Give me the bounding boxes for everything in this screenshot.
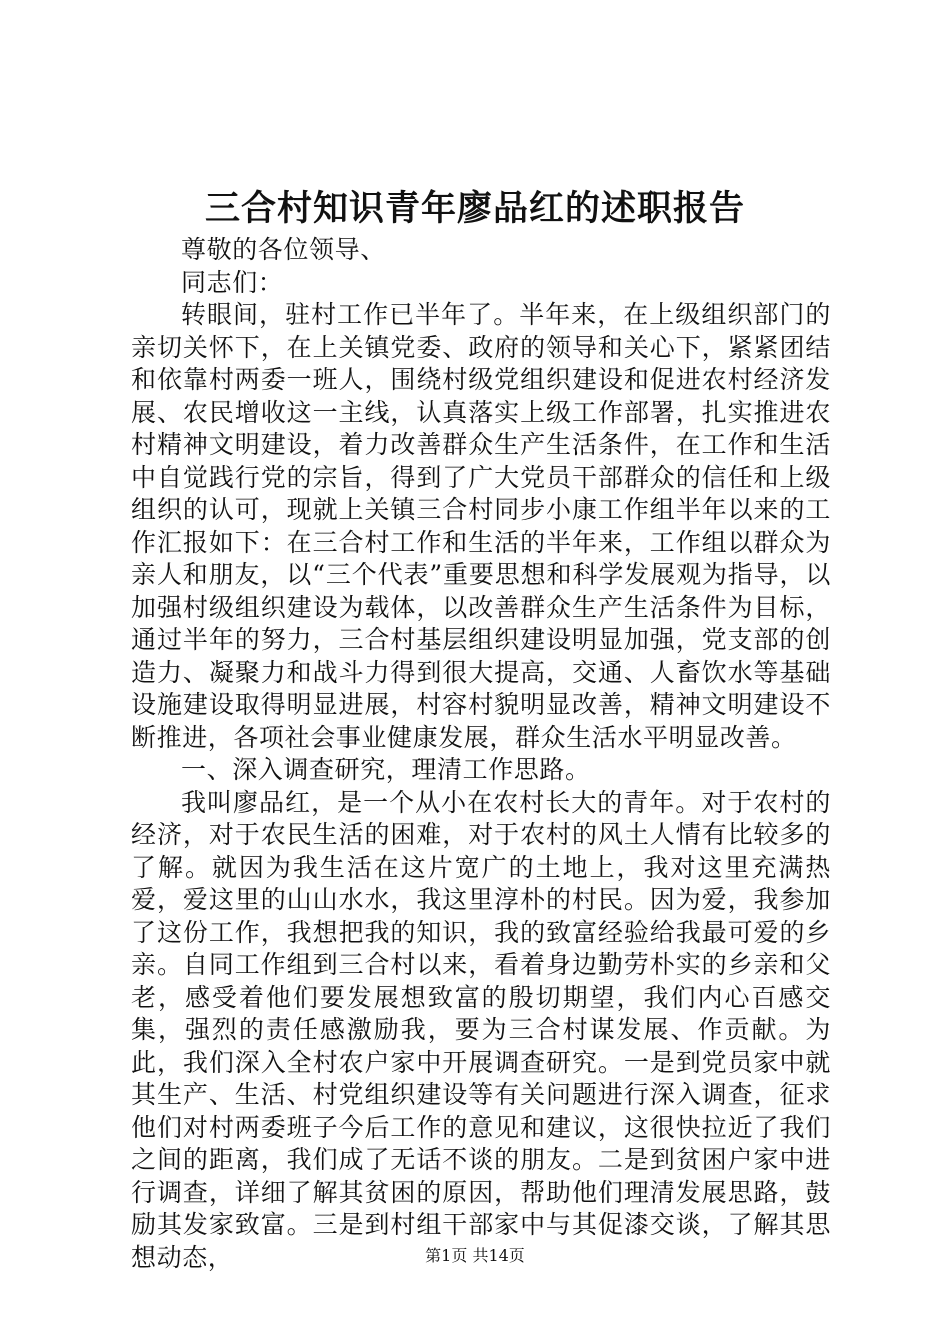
document-body	[131, 234, 831, 1274]
document-title: 三合村知识青年廖品红的述职报告	[204, 188, 745, 229]
section-paragraph: 我叫廖品红，是一个从小在农村长大的青年。对于农村的经济，对于农民生活的困难，对于农村的风土人情有比较多的了解。就因为我生活在这片宽广的土地上，我对这里充满热爱，爱这里的山山水水，我这里淳朴的村民。因为爱，我参加了这份工作，我想把我的知识，我的致富经验给我最可爱的乡亲。自同工作组到三合村以来，看着身边勤劳朴实的乡亲和父老，感受着他们要发展想致富的殷切期望，我们内心百感交集，强烈的责任感激励我，要为三合村谋发展、作贡献。为此，我们深入全村农户家中开展调查研究。一是到党员家中就其生产、生活、村党组织建设等有关问题进行深入调查，征求他们对村两委班子今后工作的意见和建议，这很快拉近了我们之间的距离，我们成了无话不谈的朋友。二是到贫困户家中进行调查，详细了解其贫困的原因，帮助他们理清发展思路，鼓励其发家致富。三是到村组干部家中与其促漆交谈，了解其思想动态，	[131, 787, 831, 1272]
salutation-line-1: 尊敬的各位领导、	[181, 235, 386, 264]
section-heading: 一、深入调查研究，理清工作思路。	[181, 755, 591, 784]
intro-paragraph: 转眼间，驻村工作已半年了。半年来，在上级组织部门的亲切关怀下，在上关镇党委、政府的领导和关心下，紧紧团结和依靠村两委一班人，围绕村级党组织建设和促进农村经济发展、农民增收这一主线，认真落实上级工作部署，扎实推进农村精神文明建设，着力改善群众生产生活条件，在工作和生活中自觉践行党的宗旨，得到了广大党员干部群众的信任和上级组织的认可，现就上关镇三合村同步小康工作组半年以来的工作汇报如下：在三合村工作和生活的半年来，工作组以群众为亲人和朋友，以“三个代表”重要思想和科学发展观为指导，以加强村级组织建设为载体，以改善群众生产生活条件为目标，通过半年的努力，三合村基层组织建设明显加强，党支部的创造力、凝聚力和战斗力得到很大提高，交通、人畜饮水等基础设施建设取得明显进展，村容村貌明显改善，精神文明建设不断推进，各项社会事业健康发展，群众生活水平明显改善。	[131, 300, 831, 752]
page-footer: 第1页 共14页	[425, 1246, 525, 1265]
salutation-line-2: 同志们：	[181, 267, 284, 297]
